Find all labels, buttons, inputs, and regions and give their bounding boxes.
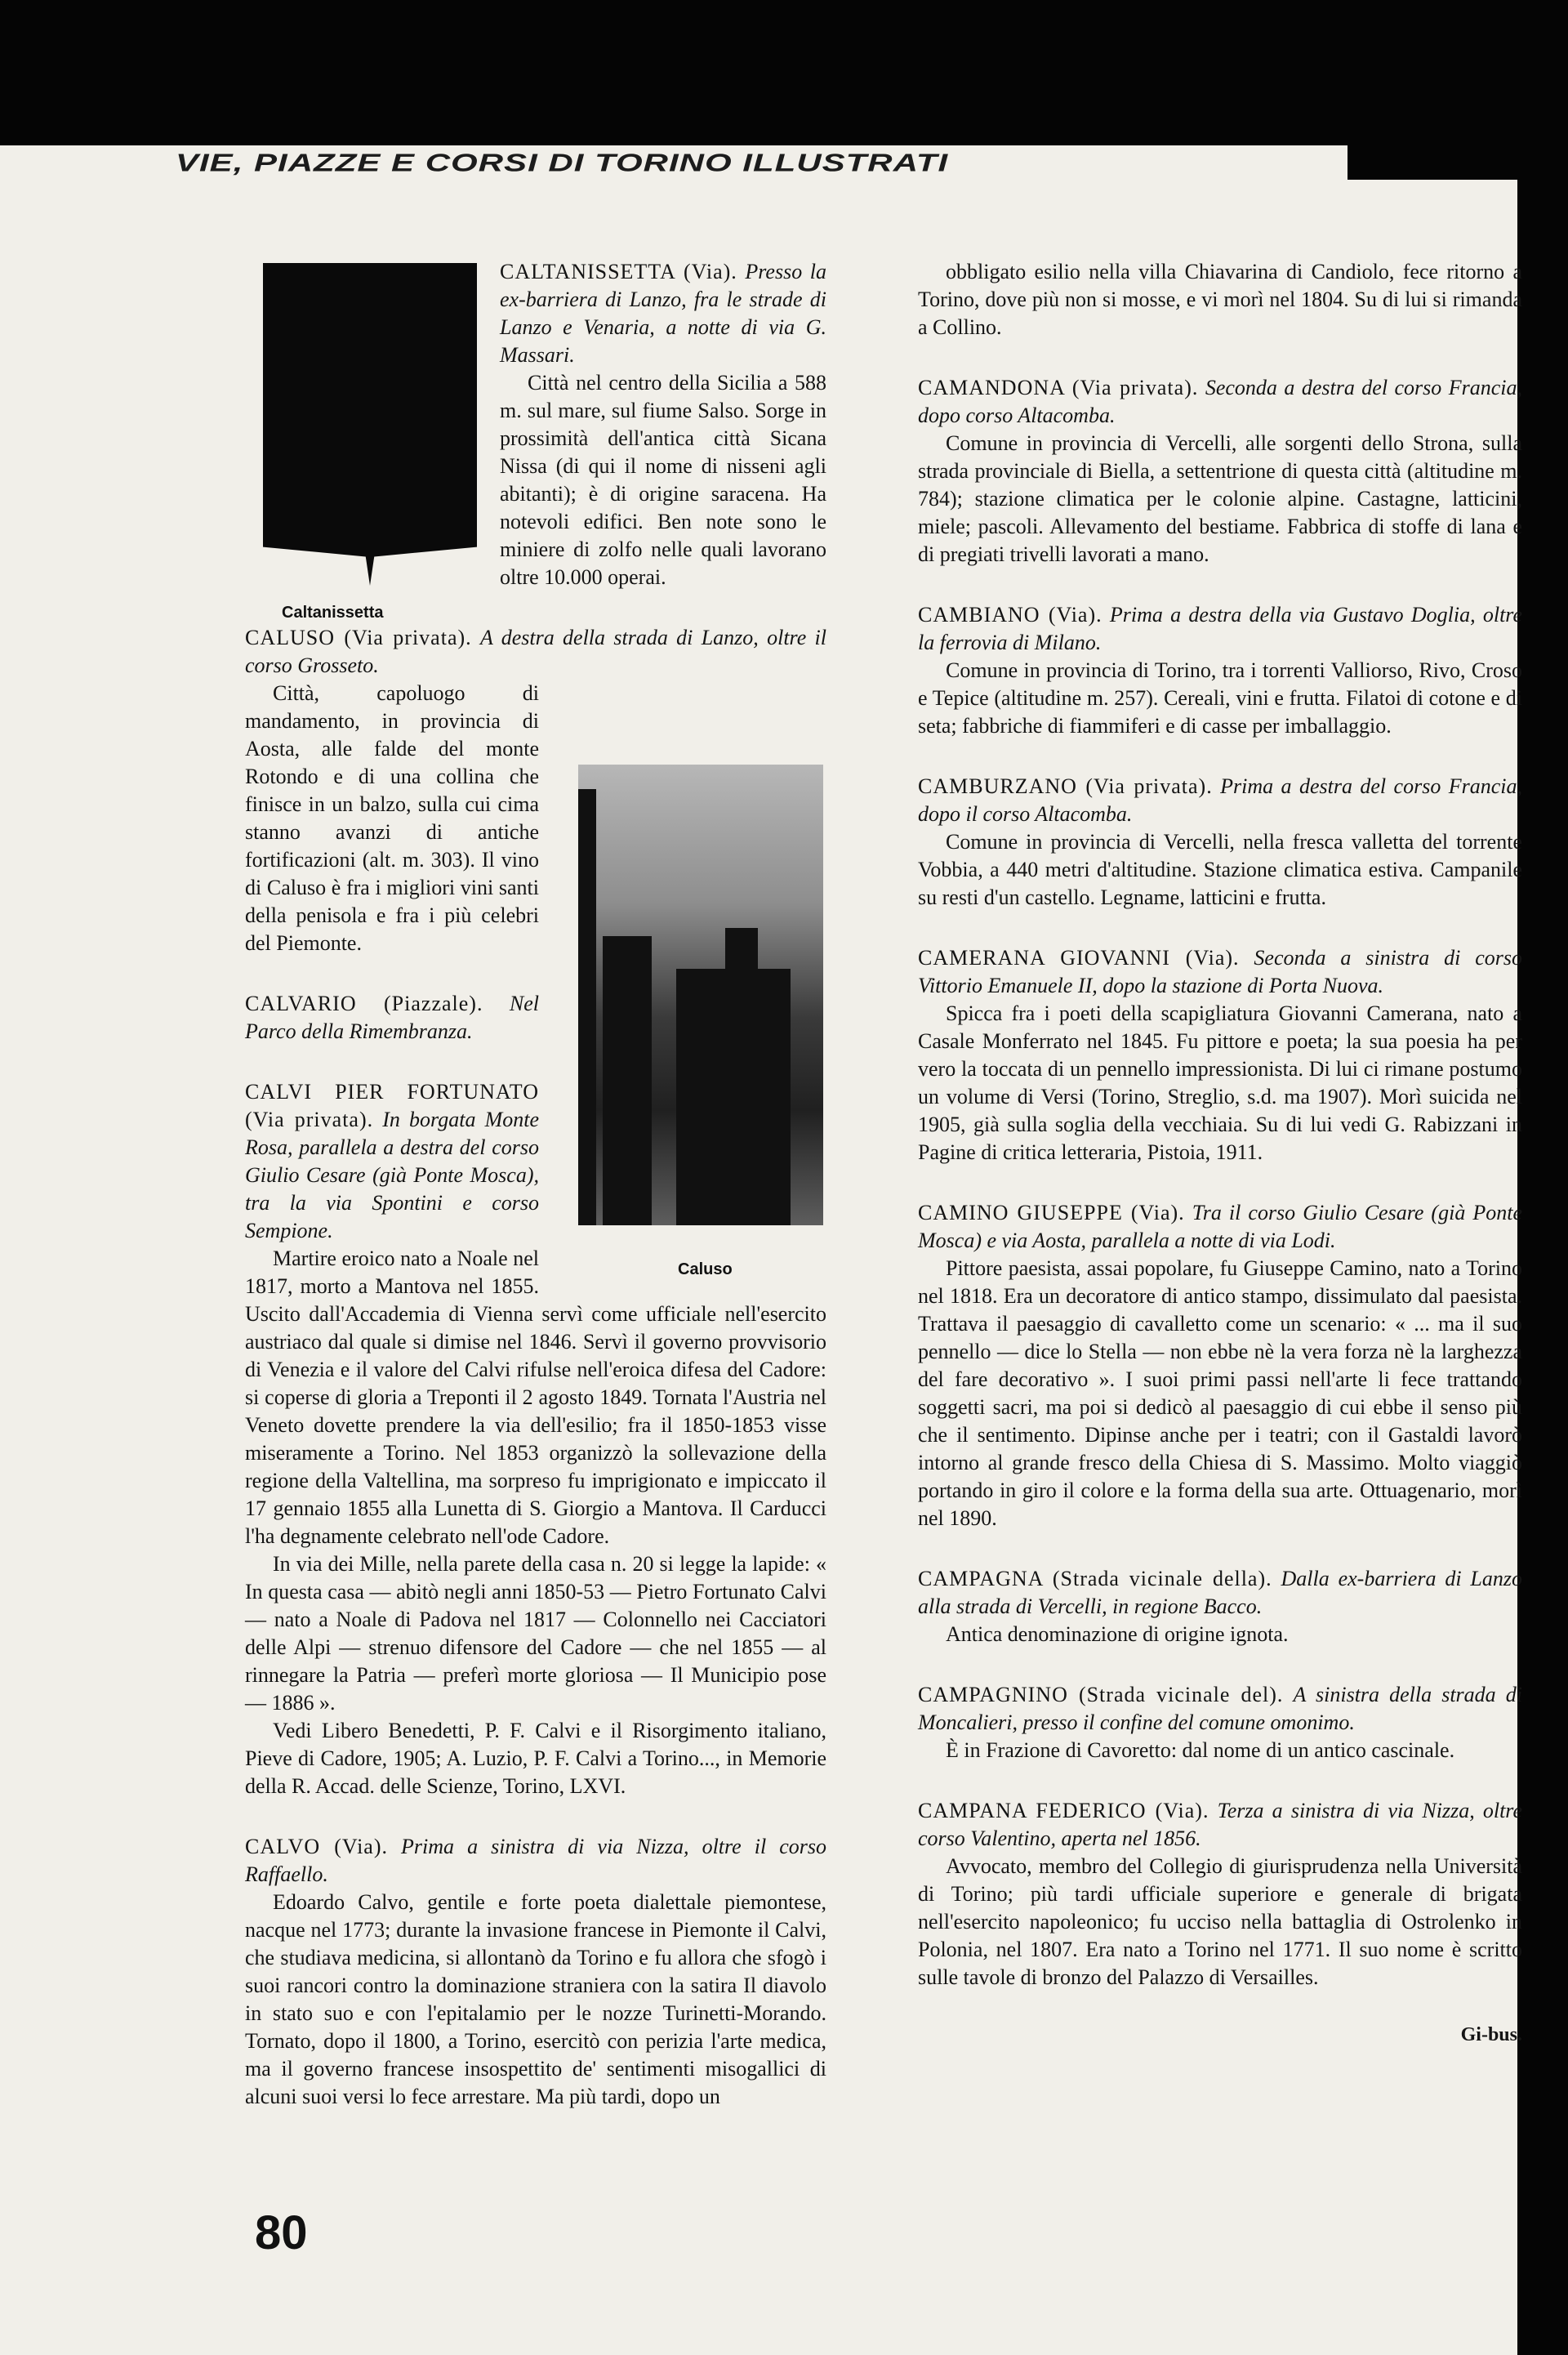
street-entry	[918, 1199, 1522, 1532]
street-location: Dalla ex-barriera di Lanzo alla strada di Vercelli, in regione Bacco.	[918, 1567, 1522, 1618]
entry-paragraph: Comune in provincia di Vercelli, alle sorgenti dello Strona, sulla strada provinciale di Biella, a settentrione di questa città (altitudine m. 784); stazione climatica per le colonie alpine. Castagne, latticini, miele; pascoli. Allevamento del bestiame. Fabbrica di stoffe di lana e di pregiati trivelli lavorati a mano.	[918, 431, 1522, 566]
entry-paragraph: obbligato esilio nella villa Chiavarina di Candiolo, fece ritorno a Torino, dove più non si mosse, e vi morì nel 1804. Su di lui si rimanda a Collino.	[918, 260, 1522, 339]
street-location: Prima a destra del corso Francia, dopo il corso Altacomba.	[918, 774, 1523, 826]
entry-heading	[918, 374, 1522, 430]
signature: Gi-bus.	[1460, 2024, 1522, 2045]
entry-heading	[918, 1681, 1522, 1737]
street-location: Prima a destra della via Gustavo Doglia, oltre la ferrovia di Milano.	[918, 603, 1522, 654]
scan-border-top	[0, 0, 1568, 145]
street-name: CAMINO GIUSEPPE (Via).	[918, 1201, 1185, 1224]
entry-heading	[918, 773, 1522, 828]
scan-border-right	[1517, 0, 1568, 2355]
entry-paragraph: Comune in provincia di Vercelli, nella fresca valletta del torrente Vobbia, a 440 metri d'altitudine. Stazione climatica estiva. Campanile su resti d'un castello. Legname, latticini e frutta.	[918, 830, 1522, 909]
entry-heading	[245, 1833, 826, 1889]
right-column	[918, 258, 1522, 2046]
entry-paragraph: Avvocato, membro del Collegio di giurisprudenza nella Università di Torino; più tardi ufficiale superiore e generale di brigata nell'esercito napoleonico; fu ucciso nella battaglia di Ostrolenko in Polonia, nel 1807. Era nato a Torino nel 1771. Il suo nome è scritto sulle tavole di bronzo del Palazzo di Versailles.	[918, 1854, 1522, 1989]
shield-caption: Caltanissetta	[282, 604, 384, 622]
page-number: 80	[255, 2206, 308, 2259]
street-name: CAMBURZANO (Via privata).	[918, 774, 1213, 798]
entry-heading	[245, 624, 826, 680]
entry-paragraph: Martire eroico nato a Noale nel 1817, morto a Mantova nel 1855. Uscito dall'Accademia di Vienna servì come ufficiale nell'esercito austriaco dal quale si dimise nel 1846. Servì il governo provvisorio di Venezia e il valore del Calvi rifulse nell'eroica difesa del Cadore: si coperse di gloria a Treponti il 2 agosto 1849. Tornata l'Austria nel Veneto dovette prendere la via dell'esilio; fra il 1850-1853 visse miseramente a Torino. Nel 1853 organizzò la sollevazione della regione della Valtellina, ma sorpreso fu imprigionato e impiccato il 17 gennaio 1855 alla Lunetta di S. Giorgio a Mantova. Il Carducci l'ha degnamente celebrato nell'ode Cadore.	[245, 1247, 826, 1548]
street-name: CALVO (Via).	[245, 1835, 388, 1858]
street-location: Tra il corso Giulio Cesare (già Ponte Mosca) e via Aosta, parallela a notte di via Lodi.	[918, 1201, 1522, 1252]
street-location: Seconda a sinistra di corso Vittorio Emanuele II, dopo la stazione di Porta Nuova.	[918, 946, 1523, 997]
street-location: In borgata Monte Rosa, parallela a destra del corso Giulio Cesare (già Ponte Mosca), tra la via Spontini e corso Sempione.	[245, 1108, 539, 1242]
street-entry	[918, 601, 1522, 740]
street-entry	[918, 773, 1522, 912]
entry-paragraph: Vedi Libero Benedetti, P. F. Calvi e il Risorgimento italiano, Pieve di Cadore, 1905; A. Luzio, P. F. Calvi a Torino..., in Memorie della R. Accad. delle Scienze, Torino, LXVI.	[245, 1719, 826, 1798]
street-entry	[245, 624, 826, 957]
street-name: CAMPAGNA (Strada vicinale della).	[918, 1567, 1272, 1590]
street-entry	[245, 258, 826, 591]
entry-paragraph: È in Frazione di Cavoretto: dal nome di un antico cascinale.	[946, 1738, 1455, 1762]
street-location: Presso la ex-barriera di Lanzo, fra le strade di Lanzo e Venaria, a notte di via G. Massari.	[500, 260, 826, 367]
street-entry	[918, 1565, 1522, 1648]
entry-paragraph: In via dei Mille, nella parete della casa n. 20 si legge la lapide: « In questa casa — abitò negli anni 1850-53 — Pietro Fortunato Calvi — nato a Noale di Padova nel 1817 — Colonnello nei Cacciatori delle Alpi — strenuo difensore del Cadore — che nel 1855 — al rinnegare la Patria — preferì morte gloriosa — Il Municipio pose — 1886 ».	[245, 1552, 826, 1715]
street-entry	[918, 1681, 1522, 1764]
entry-heading	[918, 1565, 1522, 1621]
entry-paragraph: Città nel centro della Sicilia a 588 m. sul mare, sul fiume Salso. Sorge in prossimità dell'antica città Sicana Nissa (di qui il nome di nisseni agli abitanti); è di origine saracena. Ha notevoli edifici. Ben note sono le miniere di zolfo nelle quali lavorano oltre 10.000 operai.	[500, 371, 826, 589]
street-location: Prima a sinistra di via Nizza, oltre il corso Raffaello.	[245, 1835, 827, 1886]
street-location: Nel Parco della Rimembranza.	[245, 992, 539, 1043]
street-entry	[918, 258, 1522, 341]
street-name: CALUSO (Via privata).	[245, 626, 472, 649]
photo-wrap-space	[557, 683, 826, 1279]
entry-paragraph: Edoardo Calvo, gentile e forte poeta dialettale piemontese, nacque nel 1773; durante la invasione francese in Piemonte il Calvi, che studiava medicina, si allontanò da Torino e fu allora che sfogò i suoi rancori contro la dominazione straniera con la satira Il diavolo in stato suo e con l'epitalamio per le nozze Turinetti-Morando. Tornato, dopo il 1800, a Torino, esercitò con perizia l'arte medica, ma il governo francese insospettito de' sentimenti misogallici di alcuni suoi versi lo fece arrestare. Ma più tardi, dopo un	[245, 1890, 826, 2108]
street-entry	[918, 944, 1522, 1166]
street-name: CALVARIO (Piazzale).	[245, 992, 483, 1015]
photo-caption: Caluso	[678, 1260, 733, 1278]
street-name: CALTANISSETTA (Via).	[500, 260, 737, 283]
entry-paragraph: Comune in provincia di Torino, tra i torrenti Valliorso, Rivo, Croso e Tepice (altitudine m. 257). Cereali, vini e frutta. Filatoi di cotone e di seta; fabbriche di fiammiferi e di casse per imballaggio.	[918, 658, 1522, 738]
entry-paragraph: Antica denominazione di origine ignota.	[946, 1622, 1289, 1646]
street-location: Seconda a destra del corso Francia, dopo corso Altacomba.	[918, 376, 1522, 427]
entry-heading	[918, 944, 1522, 1000]
street-name: CAMANDONA (Via privata).	[918, 376, 1199, 399]
street-location: A destra della strada di Lanzo, oltre il corso Grosseto.	[245, 626, 827, 677]
street-location: Terza a sinistra di via Nizza, oltre corso Valentino, aperta nel 1856.	[918, 1799, 1523, 1850]
entry-paragraph: Città, capoluogo di mandamento, in provincia di Aosta, alle falde del monte Rotondo e di una collina che finisce in un balzo, sulla cui cima stanno avanzi di antiche fortificazioni (alt. m. 303). Il vino di Caluso è fra i migliori vini santi della penisola e fra i più celebri del Piemonte.	[245, 681, 539, 955]
street-name: CAMBIANO (Via).	[918, 603, 1102, 627]
shield-wrap-space	[245, 258, 500, 609]
street-location: A sinistra della strada di Moncalieri, presso il confine del comune omonimo.	[918, 1683, 1522, 1734]
street-name: CAMERANA GIOVANNI (Via).	[918, 946, 1240, 970]
street-name: CAMPANA FEDERICO (Via).	[918, 1799, 1209, 1822]
street-entry	[918, 1797, 1522, 1991]
entry-heading	[918, 1199, 1522, 1255]
street-entry	[918, 374, 1522, 569]
street-name: CALVI PIER FORTUNATO (Via privata).	[245, 1080, 539, 1131]
running-head: VIE, PIAZZE E CORSI DI TORINO ILLUSTRATI	[176, 149, 949, 176]
left-column	[245, 258, 826, 2143]
entry-paragraph: Spicca fra i poeti della scapigliatura Giovanni Camerana, nato a Casale Monferrato nel 1845. Fu pittore e poeta; la sua poesia ha per vero la toccata di un pennello impressionista. Di lui ci rimane postumo un volume di Versi (Torino, Streglio, s.d. ma 1907). Morì suicida nel 1905, già sulla soglia della vecchiaia. Su di lui vedi G. Rabizzani in Pagine di critica letteraria, Pistoia, 1911.	[918, 1001, 1522, 1164]
street-name: CAMPAGNINO (Strada vicinale del).	[918, 1683, 1284, 1706]
street-entry	[245, 1833, 826, 2111]
entry-heading	[918, 601, 1522, 657]
entry-paragraph: Pittore paesista, assai popolare, fu Giuseppe Camino, nato a Torino nel 1818. Era un decoratore di antico stampo, dissimulato dal paesista. Trattava il paesaggio di cavalletto come un scenario: « ... ma il suo pennello — dice lo Stella — non ebbe nè la vera forza nè la larghezza del fare decorativo ». I suoi primi passi nell'arte li fece trattando soggetti sacri, ma poi si dedicò al paesaggio di cui ebbe il senso più che il sentimento. Dipinse anche per i teatri; con il Gastaldi lavorò intorno al grande fresco della Chiesa di S. Massimo. Molto viaggiò portando in giro il colore e la forma della sua arte. Ottuagenario, morì nel 1890.	[918, 1256, 1522, 1530]
entry-heading	[918, 1797, 1522, 1853]
